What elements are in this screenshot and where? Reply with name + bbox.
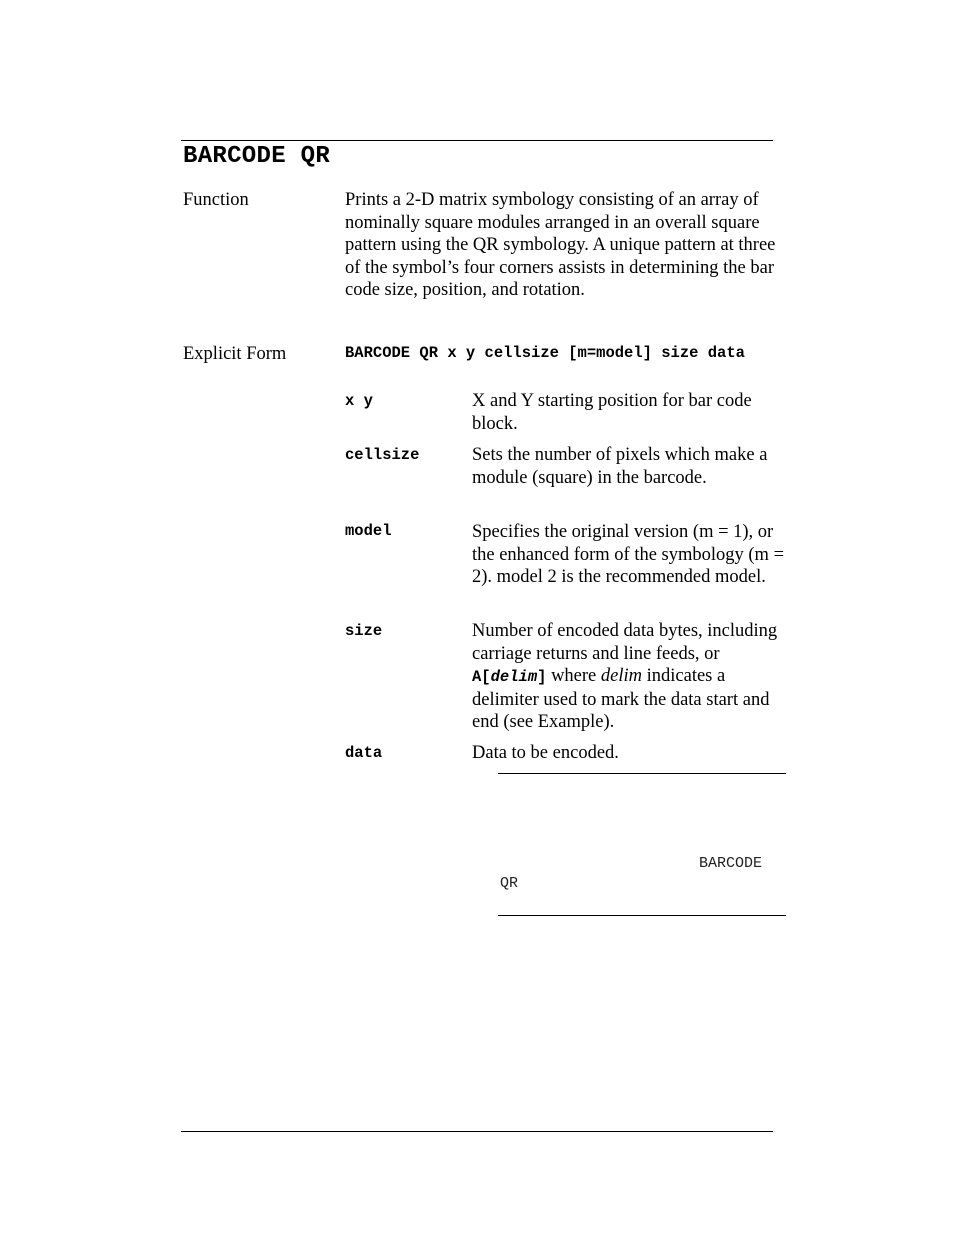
bottom-rule (181, 1131, 773, 1132)
param-desc-cellsize: Sets the number of pixels which make a module (square) in the barcode. (472, 445, 768, 488)
param-name-size: size (345, 622, 383, 640)
function-label: Function (183, 190, 249, 210)
code-box-bottom-rule (498, 915, 786, 916)
size-desc-where: where (551, 666, 597, 687)
size-desc-pre: Number of encoded data bytes, including carriage returns and line feeds, or (472, 621, 778, 664)
param-name-xy: x y (345, 392, 373, 410)
explicit-form-label: Explicit Form (183, 344, 287, 364)
param-desc-size (472, 620, 790, 734)
param-name-cellsize: cellsize (345, 446, 420, 464)
top-rule (181, 140, 773, 141)
param-desc-xy: X and Y starting position for bar code block. (472, 391, 752, 434)
size-desc-italic-delim: delim (600, 666, 642, 687)
function-description: Prints a 2-D matrix symbology consisting of an array of nominally square modules arranged in an overall square pattern using the QR symbology. A unique pattern at three of the symbol’s four corners assists in determining the bar code size, position, and rotation. (345, 190, 776, 301)
param-name-model: model (345, 522, 392, 540)
param-desc-data: Data to be encoded. (472, 743, 619, 763)
param-name-data: data (345, 744, 383, 762)
size-code-delim: A[delim] (472, 668, 547, 687)
page-title: BARCODE QR (183, 143, 331, 170)
size-desc-post: indicates a delimiter used to mark the data start and end (see Example). (472, 666, 770, 733)
code-example-line2: QR (500, 875, 519, 892)
param-desc-model: Specifies the original version (m = 1), or the enhanced form of the symbology (m = 2). model 2 is the recommended model. (472, 522, 785, 588)
code-example (500, 854, 762, 894)
code-example-line1: BARCODE (698, 855, 762, 872)
explicit-form-syntax: BARCODE QR x y cellsize [m=model] size data (345, 344, 745, 362)
code-box-top-rule (498, 773, 786, 774)
